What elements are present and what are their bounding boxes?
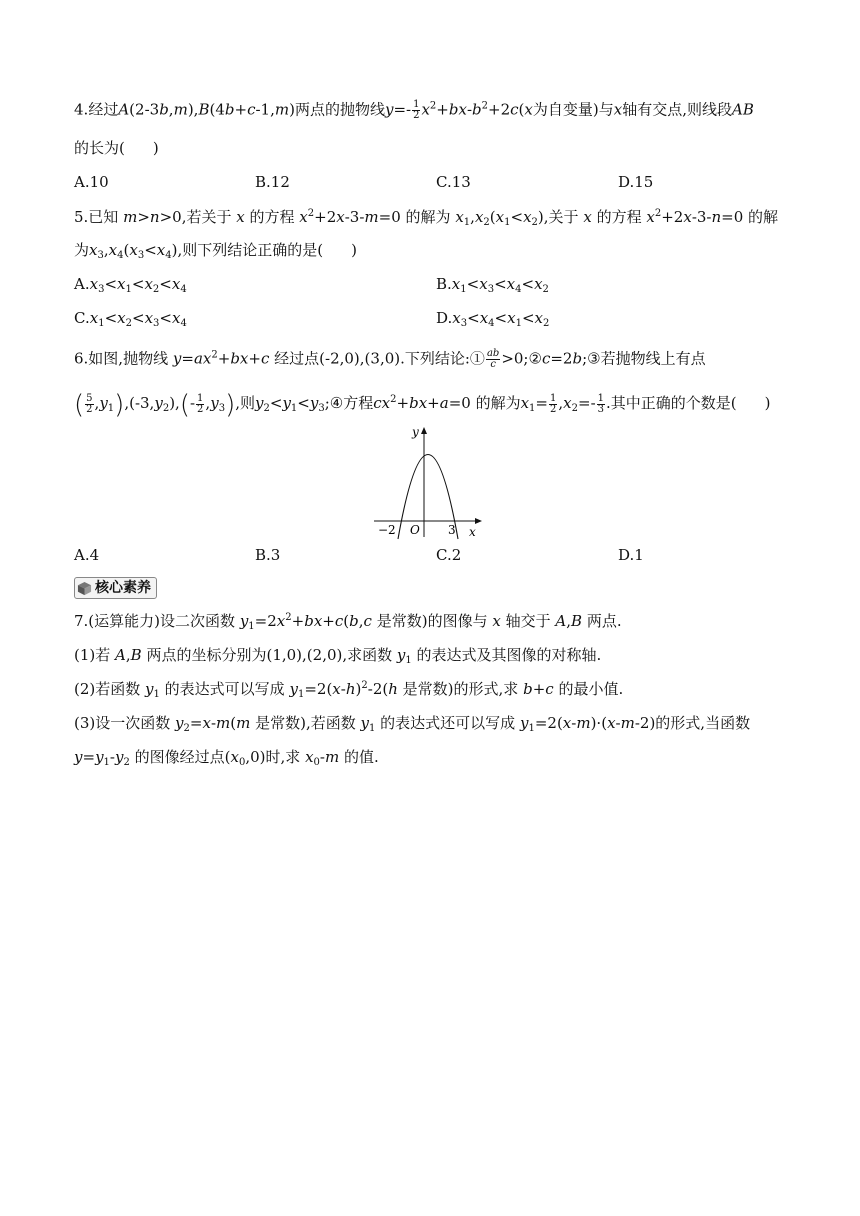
q5-option-a: $A.x_3<x_1<x_2<x_4$ [74,275,187,295]
q4-option-c: C.13 [436,173,471,191]
q5-option-c: $C.x_1<x_2<x_3<x_4$ [74,309,187,329]
y-axis-label: y [412,425,419,439]
q4-line2: 的长为( ) [74,139,159,157]
q5-line2: 为$x_3,x_4(x_3<x_4)$,则下列结论正确的是( ) [74,241,357,261]
fraction-ab-over-c: $\frac{ab}{c}$ [486,348,500,370]
fraction-five-halves: $\frac{5}{2}$ [86,392,93,415]
fraction-one-half: $\frac{1}{2}$ [413,99,420,121]
q6-option-d: D.1 [618,546,644,564]
parabola-graph [372,425,484,540]
x-axis-arrow-icon [475,518,482,524]
q5-line1: 5.已知 m>n>0,若关于 x 的方程 $x^2+2x-3-m=0$ 的解为 $x_1,x_2(x_1<x_2)$,关于 x 的方程 $x^2+2x-3-n=0$ 的解 [74,208,779,228]
q7-part2: (2)若函数 $y_1$ 的表达式可以写成 $y_1=2(x-h)^2-2(h$ 是常数)的形式,求 b+c 的最小值. [74,680,624,700]
section-badge [74,577,157,599]
y-axis-arrow-icon [421,427,427,434]
tick-label-3: 3 [448,523,456,537]
q4-option-d: D.15 [618,173,654,191]
tick-label-neg2: −2 [378,523,396,537]
q4-line1: 4.经过A(2-3b,m),B(4b+c-1,m)两点的抛物线y=- $\frac{1}{2}$ $x^2+bx-b^2+2c(x$为自变量)与x轴有交点,则线段AB [74,99,754,121]
q6-line1: 6.如图,抛物线 $y=ax^2+bx+c$ 经过点(-2,0),(3,0).下列结论:① $\frac{ab}{c}$ >0;②c=2b;③若抛物线上有点 [74,348,706,370]
q4-option-b: B.12 [255,173,290,191]
fraction-one-third: $\frac{1}{3}$ [597,392,605,415]
cube-icon [77,581,92,596]
q7-part3: (3)设一次函数 $y_2=x-m(m$ 是常数),若函数 $y_1$ 的表达式还可以写成 $y_1=2(x-m)\cdot(x-m-2)$的形式,当函数 [74,714,751,734]
q6-option-a: A.4 [74,546,100,564]
section-badge-label: 核心素养 [95,580,151,596]
q6-line2: ( $\frac{5}{2}$ $,y_1),(-3,y_2),(-$ $\frac{1}{2}$ $,y_3$),则$y_2<y_1<y_3;④$方程$cx^2+bx+a=0$ 的解为$x_1=$ $\frac{1}{2}$ $,x_2=-$ $\frac{1}{3}$ .其中正确的个数是( ) [74,390,771,420]
x-axis-label: x [469,525,476,539]
q6-option-b: B.3 [255,546,281,564]
q7-part1: (1)若 A,B 两点的坐标分别为(1,0),(2,0),求函数 $y_1$ 的表达式及其图像的对称轴. [74,646,602,666]
q7-part3-line2: $y=y_1-y_2$ 的图像经过点$(x_0,0)$时,求 $x_0-m$ 的值. [74,748,379,768]
q6-option-c: C.2 [436,546,462,564]
q7-line1: 7.(运算能力)设二次函数 $y_1=2x^2+bx+c(b,c$ 是常数)的图像与 x 轴交于 A,B 两点. [74,612,622,632]
q5-option-d: $D.x_3<x_4<x_1<x_2$ [436,309,550,329]
origin-label: O [410,523,420,537]
q4-option-a: A.10 [74,173,109,191]
q5-option-b: $B.x_1<x_3<x_4<x_2$ [436,275,549,295]
fraction-one-half-neg: $\frac{1}{2}$ [197,392,204,415]
fraction-one-half-root: $\frac{1}{2}$ [550,392,557,415]
